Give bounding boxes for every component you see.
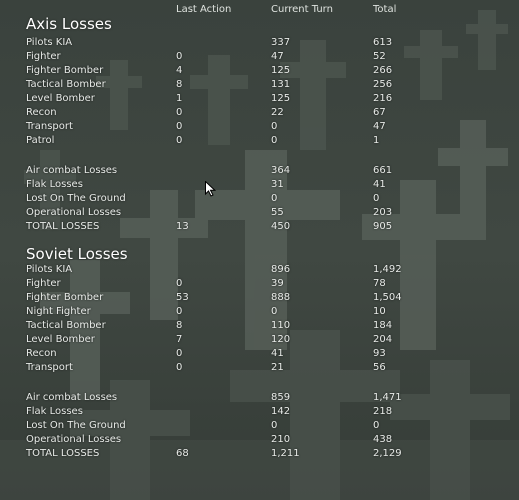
row-label: Flak Losses bbox=[26, 179, 83, 190]
last-action-value: 7 bbox=[176, 334, 183, 345]
row-label: Pilots KIA bbox=[26, 264, 73, 275]
last-action-value: 0 bbox=[176, 362, 183, 373]
current-turn-value: 47 bbox=[271, 51, 284, 62]
row-label: Operational Losses bbox=[26, 207, 122, 218]
current-turn-value: 859 bbox=[271, 392, 291, 403]
total-value: 2,129 bbox=[373, 448, 402, 459]
current-turn-value: 55 bbox=[271, 207, 284, 218]
current-turn-value: 0 bbox=[271, 420, 278, 431]
row-label: Patrol bbox=[26, 135, 55, 146]
table-row bbox=[0, 134, 519, 148]
total-value: 204 bbox=[373, 334, 393, 345]
total-value: 0 bbox=[373, 420, 380, 431]
last-action-value: 8 bbox=[176, 79, 183, 90]
table-row bbox=[0, 50, 519, 64]
row-label: Fighter Bomber bbox=[26, 292, 104, 303]
total-value: 1,471 bbox=[373, 392, 402, 403]
total-value: 613 bbox=[373, 37, 393, 48]
row-label: Level Bomber bbox=[26, 334, 95, 345]
row-label: Fighter Bomber bbox=[26, 65, 104, 76]
last-action-value: 0 bbox=[176, 107, 183, 118]
current-turn-value: 41 bbox=[271, 348, 284, 359]
arrow-cursor-icon bbox=[205, 181, 216, 197]
table-row bbox=[0, 391, 519, 405]
table-row bbox=[0, 92, 519, 106]
total-value: 93 bbox=[373, 348, 386, 359]
table-row bbox=[0, 405, 519, 419]
table-row bbox=[0, 419, 519, 433]
table-row bbox=[0, 333, 519, 347]
current-turn-value: 888 bbox=[271, 292, 291, 303]
current-turn-value: 210 bbox=[271, 434, 291, 445]
table-row bbox=[0, 447, 519, 461]
current-turn-value: 131 bbox=[271, 79, 291, 90]
total-value: 10 bbox=[373, 306, 386, 317]
current-turn-value: 0 bbox=[271, 193, 278, 204]
row-label: Transport bbox=[26, 121, 73, 132]
last-action-value: 0 bbox=[176, 348, 183, 359]
current-turn-value: 22 bbox=[271, 107, 284, 118]
total-value: 56 bbox=[373, 362, 386, 373]
row-label: Air combat Losses bbox=[26, 165, 118, 176]
row-label: Lost On The Ground bbox=[26, 420, 126, 431]
current-turn-value: 450 bbox=[271, 221, 291, 232]
last-action-value: 53 bbox=[176, 292, 189, 303]
table-row bbox=[0, 164, 519, 178]
total-value: 78 bbox=[373, 278, 386, 289]
row-label: Fighter bbox=[26, 278, 61, 289]
current-turn-value: 896 bbox=[271, 264, 291, 275]
table-row bbox=[0, 361, 519, 375]
table-row bbox=[0, 192, 519, 206]
current-turn-value: 21 bbox=[271, 362, 284, 373]
table-row bbox=[0, 206, 519, 220]
header-current-turn: Current Turn bbox=[271, 4, 333, 15]
last-action-value: 13 bbox=[176, 221, 189, 232]
total-value: 0 bbox=[373, 193, 380, 204]
row-label: TOTAL LOSSES bbox=[26, 221, 100, 232]
table-row bbox=[0, 305, 519, 319]
table-row bbox=[0, 277, 519, 291]
table-row bbox=[0, 347, 519, 361]
total-value: 216 bbox=[373, 93, 393, 104]
row-label: Operational Losses bbox=[26, 434, 122, 445]
row-label: TOTAL LOSSES bbox=[26, 448, 100, 459]
row-label: Lost On The Ground bbox=[26, 193, 126, 204]
soviet-losses-title: Soviet Losses bbox=[26, 245, 128, 263]
current-turn-value: 125 bbox=[271, 93, 291, 104]
row-label: Flak Losses bbox=[26, 406, 83, 417]
total-value: 52 bbox=[373, 51, 386, 62]
total-value: 41 bbox=[373, 179, 386, 190]
total-value: 438 bbox=[373, 434, 393, 445]
row-label: Tactical Bomber bbox=[26, 320, 106, 331]
last-action-value: 0 bbox=[176, 121, 183, 132]
row-label: Pilots KIA bbox=[26, 37, 73, 48]
table-row bbox=[0, 120, 519, 134]
last-action-value: 1 bbox=[176, 93, 183, 104]
last-action-value: 0 bbox=[176, 278, 183, 289]
last-action-value: 0 bbox=[176, 306, 183, 317]
table-row bbox=[0, 78, 519, 92]
row-label: Level Bomber bbox=[26, 93, 95, 104]
current-turn-value: 364 bbox=[271, 165, 291, 176]
table-row bbox=[0, 319, 519, 333]
row-label: Recon bbox=[26, 107, 57, 118]
row-label: Air combat Losses bbox=[26, 392, 118, 403]
table-row bbox=[0, 433, 519, 447]
last-action-value: 8 bbox=[176, 320, 183, 331]
total-value: 67 bbox=[373, 107, 386, 118]
row-label: Transport bbox=[26, 362, 73, 373]
total-value: 1 bbox=[373, 135, 380, 146]
last-action-value: 4 bbox=[176, 65, 183, 76]
row-label: Recon bbox=[26, 348, 57, 359]
current-turn-value: 125 bbox=[271, 65, 291, 76]
total-value: 218 bbox=[373, 406, 393, 417]
table-row bbox=[0, 64, 519, 78]
current-turn-value: 337 bbox=[271, 37, 291, 48]
current-turn-value: 142 bbox=[271, 406, 291, 417]
current-turn-value: 31 bbox=[271, 179, 284, 190]
table-row bbox=[0, 291, 519, 305]
total-value: 661 bbox=[373, 165, 393, 176]
current-turn-value: 39 bbox=[271, 278, 284, 289]
total-value: 184 bbox=[373, 320, 393, 331]
row-label: Tactical Bomber bbox=[26, 79, 106, 90]
row-label: Fighter bbox=[26, 51, 61, 62]
current-turn-value: 110 bbox=[271, 320, 291, 331]
current-turn-value: 120 bbox=[271, 334, 291, 345]
current-turn-value: 0 bbox=[271, 306, 278, 317]
table-row bbox=[0, 106, 519, 120]
header-last-action: Last Action bbox=[176, 4, 232, 15]
total-value: 1,492 bbox=[373, 264, 402, 275]
row-label: Night Fighter bbox=[26, 306, 91, 317]
total-value: 1,504 bbox=[373, 292, 402, 303]
table-row bbox=[0, 263, 519, 277]
last-action-value: 0 bbox=[176, 135, 183, 146]
table-row bbox=[0, 178, 519, 192]
total-value: 256 bbox=[373, 79, 393, 90]
table-row bbox=[0, 36, 519, 50]
total-value: 266 bbox=[373, 65, 393, 76]
total-value: 905 bbox=[373, 221, 393, 232]
table-row bbox=[0, 220, 519, 234]
total-value: 203 bbox=[373, 207, 393, 218]
header-total: Total bbox=[373, 4, 397, 15]
last-action-value: 0 bbox=[176, 51, 183, 62]
total-value: 47 bbox=[373, 121, 386, 132]
current-turn-value: 0 bbox=[271, 135, 278, 146]
last-action-value: 68 bbox=[176, 448, 189, 459]
current-turn-value: 1,211 bbox=[271, 448, 300, 459]
axis-losses-title: Axis Losses bbox=[26, 15, 112, 33]
current-turn-value: 0 bbox=[271, 121, 278, 132]
